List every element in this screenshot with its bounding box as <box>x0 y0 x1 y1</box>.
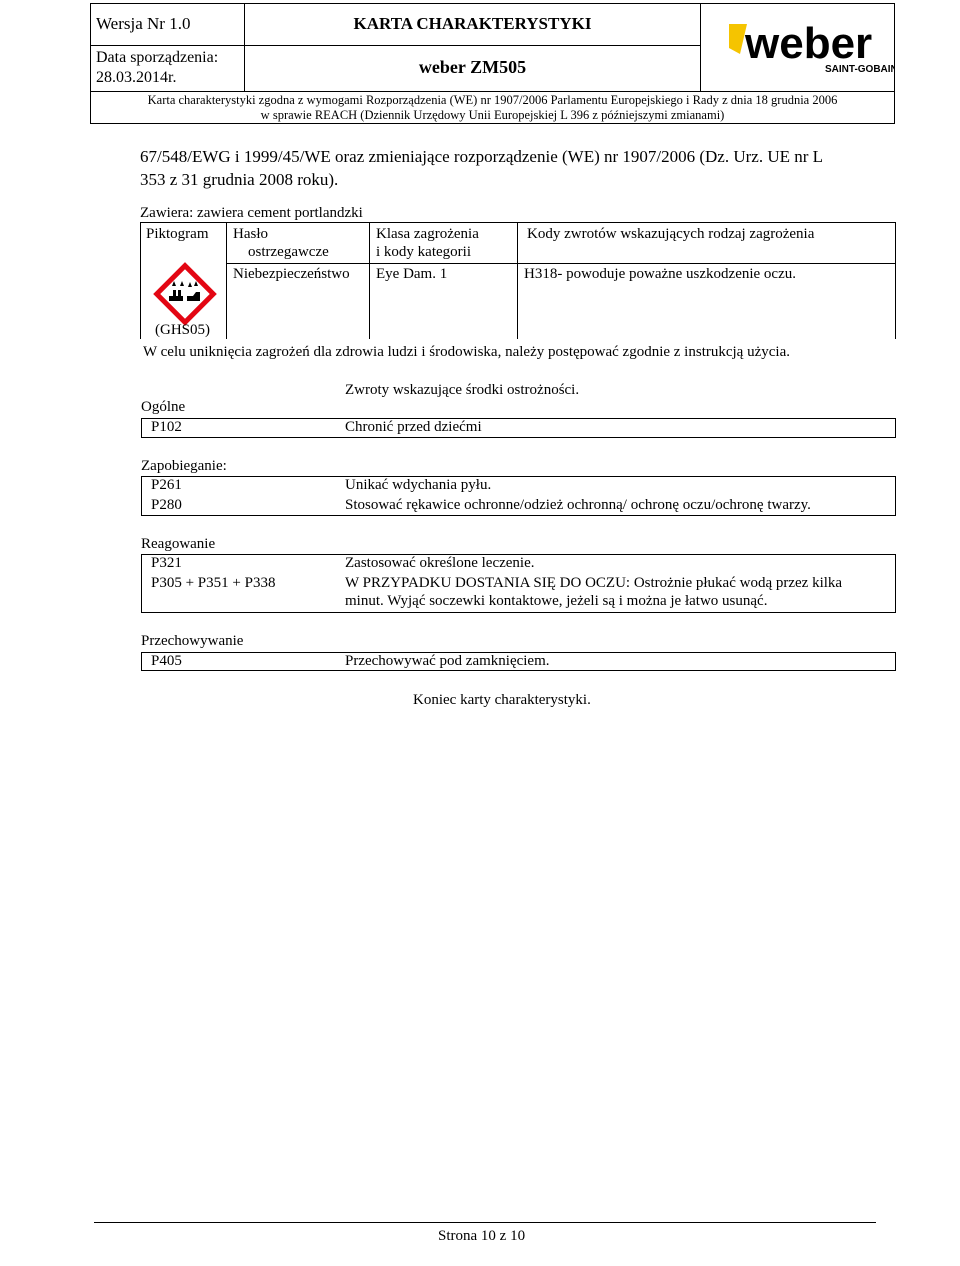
p-text: Zastosować określone leczenie. <box>345 555 535 571</box>
group-title-response: Reagowanie <box>141 536 216 552</box>
p-code: P102 <box>151 419 182 435</box>
hazard-table <box>140 222 896 339</box>
response-box <box>141 554 896 613</box>
p-text: Unikać wdychania pyłu. <box>345 477 492 493</box>
p-text: Chronić przed dziećmi <box>345 419 482 435</box>
p-code: P405 <box>151 653 182 669</box>
intro-paragraph <box>140 145 823 191</box>
p-row <box>142 419 895 437</box>
logo-word: weber <box>745 19 873 68</box>
p-text: W PRZYPADKU DOSTANIA SIĘ DO OCZU: Ostrożnie płukać wodą przez kilka <box>345 575 843 591</box>
group-title-storage: Przechowywanie <box>141 633 244 649</box>
p-text: Stosować rękawice ochronne/odzież ochronną/ ochronę oczu/ochronę twarzy. <box>345 497 811 513</box>
footer-divider <box>94 1222 876 1223</box>
document-title: KARTA CHARAKTERYSTYKI <box>245 4 701 46</box>
usage-note: W celu uniknięcia zagrożeń dla zdrowia ludzi i środowiska, należy postępować zgodnie z instrukcją użycia. <box>143 344 790 360</box>
ghs05-corrosion-icon <box>153 262 217 326</box>
h-statement: H318- powoduje poważne uszkodzenie oczu. <box>524 266 796 282</box>
prevention-box <box>141 476 896 516</box>
p-row <box>142 477 895 497</box>
version-label: Wersja Nr 1.0 <box>91 4 245 46</box>
signal-word: Niebezpieczeństwo <box>233 266 350 282</box>
date-cell <box>91 46 245 91</box>
header-hcodes: Kody zwrotów wskazujących rodzaj zagrożenia <box>527 226 815 242</box>
precautionary-heading: Zwroty wskazujące środki ostrożności. <box>345 382 580 398</box>
p-row <box>142 497 895 515</box>
header-class-2: i kody kategorii <box>376 244 471 260</box>
intro-line-1: 67/548/EWG i 1999/45/WE oraz zmieniające rozporządzenie (WE) nr 1907/2006 (Dz. Urz. UE nr L <box>140 147 824 166</box>
p-row <box>142 653 895 670</box>
date-label: Data sporządzenia: <box>96 49 219 66</box>
regulation-note <box>91 91 894 123</box>
p-row <box>142 555 895 575</box>
group-title-prevention: Zapobieganie: <box>141 458 227 474</box>
header-signal-1: Hasło <box>233 226 268 242</box>
p-code: P321 <box>151 555 182 571</box>
date-value: 28.03.2014r. <box>96 69 177 86</box>
intro-line-2: 353 z 31 grudnia 2008 roku). <box>140 170 339 189</box>
header-class-1: Klasa zagrożenia <box>376 226 479 242</box>
general-box <box>141 418 896 438</box>
p-text-cont: minut. Wyjąć soczewki kontaktowe, jeżeli są i można je łatwo usunąć. <box>345 593 768 609</box>
header-signal-2: ostrzegawcze <box>248 244 329 260</box>
weber-logo <box>701 4 894 91</box>
header-pictogram: Piktogram <box>146 226 209 242</box>
p-text: Przechowywać pod zamknięciem. <box>345 653 550 669</box>
regulation-line-1: Karta charakterystyki zgodna z wymogami Rozporządzenia (WE) nr 1907/2006 Parlamentu Europejskiego i Rady z dnia 18 grudnia 2006 <box>147 93 838 107</box>
p-code: P305 + P351 + P338 <box>151 575 276 591</box>
p-code: P280 <box>151 497 182 513</box>
end-of-sheet: Koniec karty charakterystyki. <box>413 692 591 708</box>
page-number: Strona 10 z 10 <box>438 1228 526 1244</box>
product-name: weber ZM505 <box>245 46 701 91</box>
group-title-general: Ogólne <box>141 399 186 415</box>
hazard-class: Eye Dam. 1 <box>376 266 448 282</box>
contains-line: Zawiera: zawiera cement portlandzki <box>140 205 363 221</box>
regulation-line-2: w sprawie REACH (Dziennik Urzędowy Unii Europejskiej L 396 z późniejszymi zmianami) <box>260 108 725 122</box>
logo-sub: SAINT-GOBAIN <box>825 64 894 75</box>
storage-box <box>141 652 896 671</box>
p-row <box>142 575 895 612</box>
document-header <box>90 3 895 124</box>
p-code: P261 <box>151 477 182 493</box>
pictogram-code: (GHS05) <box>155 322 210 338</box>
